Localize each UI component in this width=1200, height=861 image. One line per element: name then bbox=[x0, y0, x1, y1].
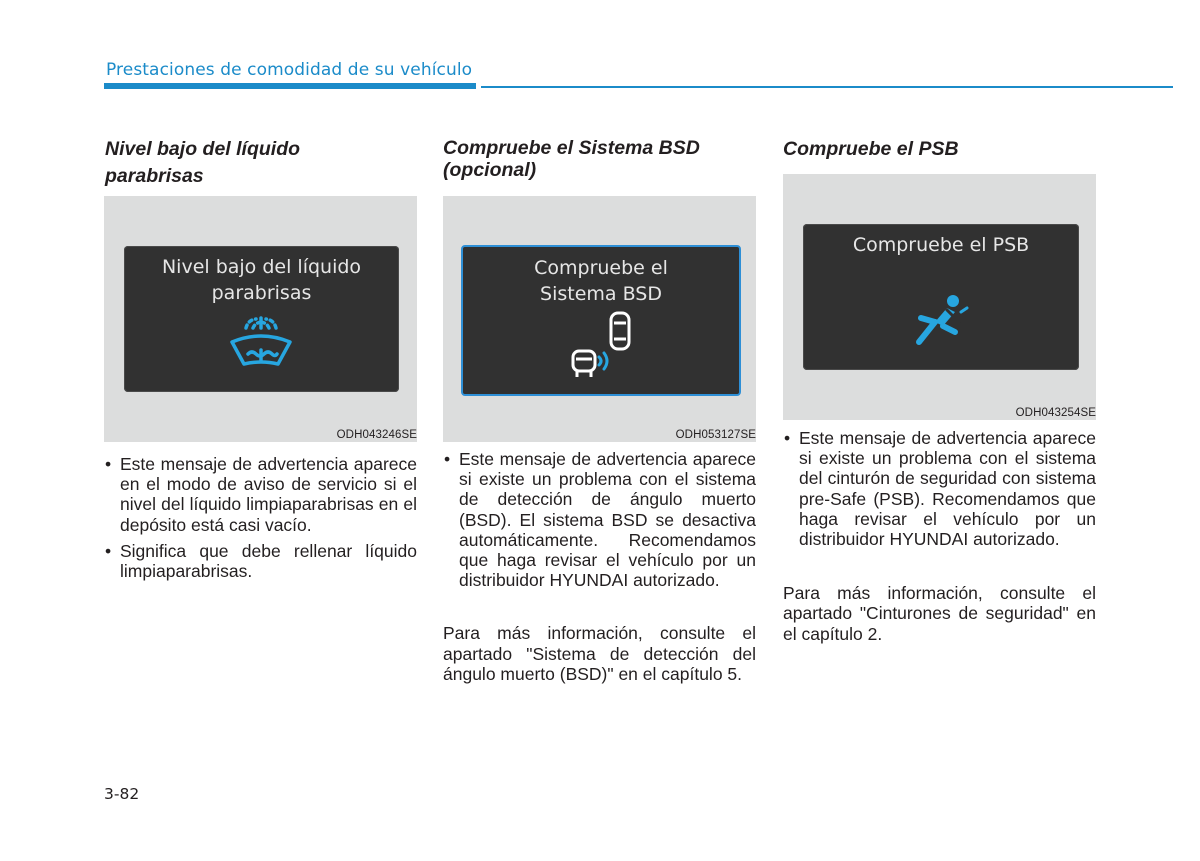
reference-paragraph: Para más información, consulte el apartado "Cinturones de seguridad" en el capítulo 2. bbox=[783, 583, 1096, 644]
washer-fluid-icon bbox=[226, 316, 296, 374]
section-body bbox=[104, 454, 417, 587]
section-title: Compruebe el PSB bbox=[783, 138, 959, 160]
cluster-display bbox=[124, 246, 399, 392]
section-body bbox=[783, 428, 1096, 644]
list-item: • Significa que debe rellenar líquido limpiaparabrisas. bbox=[104, 541, 417, 581]
figure-panel bbox=[104, 196, 417, 442]
blind-spot-detection-icon bbox=[567, 309, 647, 383]
display-message: Compruebe el Sistema BSD bbox=[534, 257, 668, 305]
list-item: • Este mensaje de advertencia aparece en el modo de aviso de servicio si el nivel del líquido limpiaparabrisas en el depósito está casi vacío. bbox=[104, 454, 417, 535]
bullet-list bbox=[104, 454, 417, 581]
cluster-display bbox=[461, 245, 741, 396]
figure-panel bbox=[783, 174, 1096, 420]
bullet-list bbox=[783, 428, 1096, 549]
figure-code: ODH053127SE bbox=[675, 429, 756, 441]
figure-code: ODH043254SE bbox=[1015, 407, 1096, 419]
header-rule-thin bbox=[481, 86, 1173, 88]
list-item: • Este mensaje de advertencia aparece si existe un problema con el sistema del cinturón de seguridad con sistema pre-Safe (PSB). Recomendamos que haga revisar el vehículo por un distribuidor HYUNDAI autorizado. bbox=[783, 428, 1096, 549]
list-item: • Este mensaje de advertencia aparece si existe un problema con el sistema de detección de ángulo muerto (BSD). El sistema BSD se desactiva automáticamente. Recomendamos que haga revisar el vehículo por un distribuidor HYUNDAI autorizado. bbox=[443, 449, 756, 590]
reference-paragraph: Para más información, consulte el apartado "Sistema de detección del ángulo muerto (BSD)" en el capítulo 5. bbox=[443, 623, 756, 684]
figure-panel bbox=[443, 196, 756, 442]
page-number: 3-82 bbox=[104, 785, 140, 803]
figure-code: ODH043246SE bbox=[336, 429, 417, 441]
seatbelt-pretensioner-icon bbox=[907, 292, 973, 350]
header-rule-thick bbox=[104, 83, 476, 89]
bullet-list bbox=[443, 449, 756, 590]
section-body bbox=[443, 449, 756, 684]
display-message: Compruebe el PSB bbox=[852, 234, 1030, 256]
cluster-display bbox=[803, 224, 1079, 370]
section-title: Nivel bajo del líquido parabrisas bbox=[105, 138, 301, 187]
display-message: Nivel bajo del líquido parabrisas bbox=[161, 256, 362, 304]
running-header-title: Prestaciones de comodidad de su vehículo bbox=[106, 60, 473, 80]
section-title: Compruebe el Sistema BSD (opcional) bbox=[443, 137, 700, 181]
